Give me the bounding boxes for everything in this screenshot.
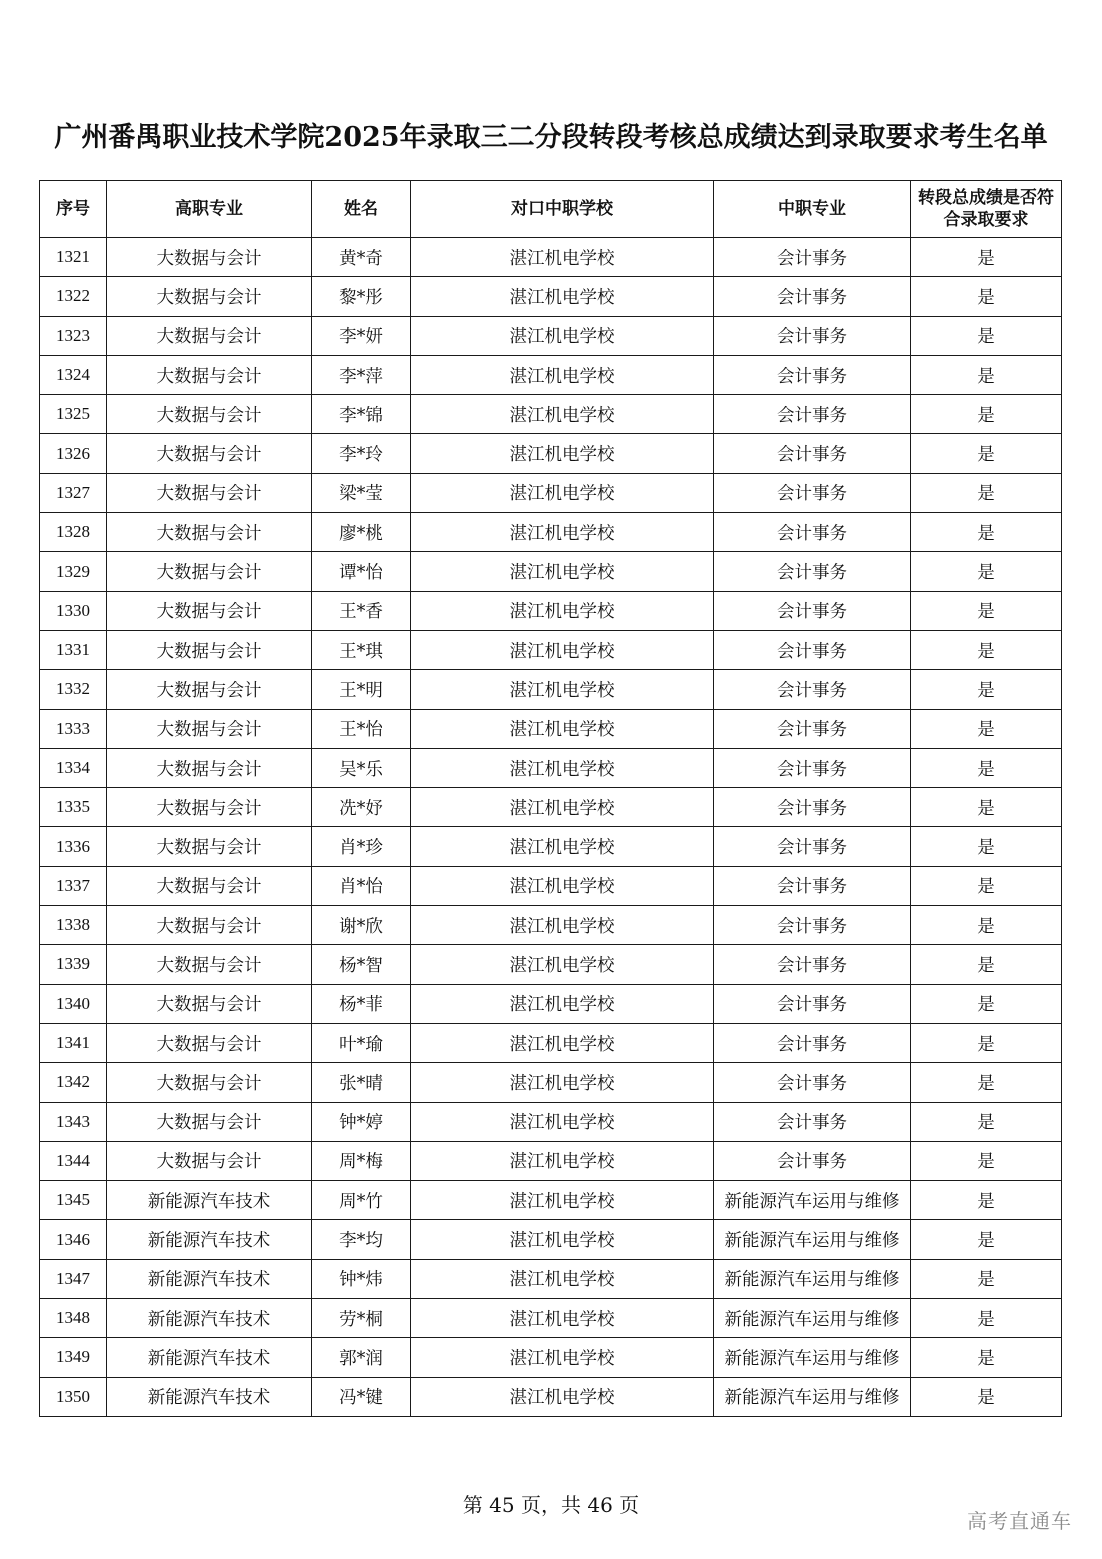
cell-seq: 1338: [40, 906, 107, 945]
table-row: [40, 984, 1062, 1023]
cell-major: 新能源汽车技术: [107, 1377, 312, 1416]
cell-secondary-major: 新能源汽车运用与维修: [714, 1377, 911, 1416]
cell-secondary-major: 新能源汽车运用与维修: [714, 1220, 911, 1259]
cell-secondary-major: 会计事务: [714, 1141, 911, 1180]
cell-seq: 1345: [40, 1181, 107, 1220]
cell-secondary-major: 会计事务: [714, 552, 911, 591]
cell-name: 李*妍: [312, 316, 411, 355]
cell-school: 湛江机电学校: [411, 1220, 714, 1259]
cell-name: 郭*润: [312, 1338, 411, 1377]
table-row: [40, 591, 1062, 630]
cell-school: 湛江机电学校: [411, 1023, 714, 1062]
cell-name: 李*均: [312, 1220, 411, 1259]
cell-secondary-major: 会计事务: [714, 277, 911, 316]
cell-seq: 1324: [40, 355, 107, 394]
cell-major: 大数据与会计: [107, 473, 312, 512]
cell-major: 大数据与会计: [107, 984, 312, 1023]
cell-major: 大数据与会计: [107, 395, 312, 434]
cell-result: 是: [911, 316, 1062, 355]
cell-major: 大数据与会计: [107, 670, 312, 709]
cell-major: 大数据与会计: [107, 945, 312, 984]
cell-secondary-major: 会计事务: [714, 513, 911, 552]
document-title: 广州番禺职业技术学院2025年录取三二分段转段考核总成绩达到录取要求考生名单: [54, 122, 1048, 153]
cell-name: 梁*莹: [312, 473, 411, 512]
cell-name: 钟*婷: [312, 1102, 411, 1141]
cell-name: 叶*瑜: [312, 1023, 411, 1062]
cell-school: 湛江机电学校: [411, 395, 714, 434]
cell-result: 是: [911, 1063, 1062, 1102]
header-seq: 序号: [40, 181, 107, 238]
cell-seq: 1344: [40, 1141, 107, 1180]
cell-secondary-major: 会计事务: [714, 238, 911, 277]
cell-result: 是: [911, 748, 1062, 787]
cell-major: 新能源汽车技术: [107, 1220, 312, 1259]
cell-secondary-major: 新能源汽车运用与维修: [714, 1338, 911, 1377]
cell-major: 大数据与会计: [107, 238, 312, 277]
table-row: [40, 748, 1062, 787]
cell-name: 黎*彤: [312, 277, 411, 316]
cell-seq: 1328: [40, 513, 107, 552]
cell-name: 李*萍: [312, 355, 411, 394]
cell-seq: 1349: [40, 1338, 107, 1377]
cell-result: 是: [911, 906, 1062, 945]
cell-name: 李*锦: [312, 395, 411, 434]
table-row: [40, 1023, 1062, 1062]
cell-name: 谢*欣: [312, 906, 411, 945]
cell-secondary-major: 会计事务: [714, 1023, 911, 1062]
cell-school: 湛江机电学校: [411, 1377, 714, 1416]
cell-major: 大数据与会计: [107, 316, 312, 355]
table-row: [40, 1141, 1062, 1180]
table-row: [40, 630, 1062, 669]
cell-result: 是: [911, 591, 1062, 630]
cell-school: 湛江机电学校: [411, 748, 714, 787]
cell-result: 是: [911, 1023, 1062, 1062]
table-row: [40, 1181, 1062, 1220]
cell-secondary-major: 会计事务: [714, 945, 911, 984]
cell-school: 湛江机电学校: [411, 630, 714, 669]
cell-school: 湛江机电学校: [411, 945, 714, 984]
header-school: 对口中职学校: [411, 181, 714, 238]
cell-name: 吴*乐: [312, 748, 411, 787]
cell-major: 大数据与会计: [107, 827, 312, 866]
cell-major: 大数据与会计: [107, 906, 312, 945]
table-row: [40, 1299, 1062, 1338]
cell-major: 大数据与会计: [107, 513, 312, 552]
table-row: [40, 906, 1062, 945]
cell-name: 王*怡: [312, 709, 411, 748]
cell-major: 大数据与会计: [107, 630, 312, 669]
cell-secondary-major: 会计事务: [714, 434, 911, 473]
cell-school: 湛江机电学校: [411, 238, 714, 277]
cell-secondary-major: 会计事务: [714, 866, 911, 905]
header-major: 高职专业: [107, 181, 312, 238]
table-row: [40, 238, 1062, 277]
cell-name: 谭*怡: [312, 552, 411, 591]
cell-secondary-major: 会计事务: [714, 1063, 911, 1102]
cell-secondary-major: 会计事务: [714, 670, 911, 709]
cell-seq: 1335: [40, 788, 107, 827]
cell-major: 大数据与会计: [107, 748, 312, 787]
cell-major: 大数据与会计: [107, 1102, 312, 1141]
cell-school: 湛江机电学校: [411, 827, 714, 866]
table-row: [40, 1102, 1062, 1141]
table-row: [40, 316, 1062, 355]
cell-name: 王*香: [312, 591, 411, 630]
table-row: [40, 395, 1062, 434]
cell-school: 湛江机电学校: [411, 709, 714, 748]
cell-result: 是: [911, 434, 1062, 473]
cell-school: 湛江机电学校: [411, 670, 714, 709]
cell-name: 杨*智: [312, 945, 411, 984]
cell-major: 大数据与会计: [107, 591, 312, 630]
cell-result: 是: [911, 1220, 1062, 1259]
cell-seq: 1350: [40, 1377, 107, 1416]
cell-name: 王*琪: [312, 630, 411, 669]
cell-school: 湛江机电学校: [411, 1102, 714, 1141]
cell-seq: 1337: [40, 866, 107, 905]
cell-school: 湛江机电学校: [411, 591, 714, 630]
cell-result: 是: [911, 1181, 1062, 1220]
cell-seq: 1333: [40, 709, 107, 748]
table-row: [40, 513, 1062, 552]
cell-major: 大数据与会计: [107, 552, 312, 591]
cell-secondary-major: 会计事务: [714, 906, 911, 945]
cell-school: 湛江机电学校: [411, 473, 714, 512]
cell-secondary-major: 会计事务: [714, 630, 911, 669]
table-header-row: [40, 181, 1062, 238]
table-row: [40, 1259, 1062, 1298]
cell-major: 大数据与会计: [107, 355, 312, 394]
table-row: [40, 277, 1062, 316]
cell-name: 黄*奇: [312, 238, 411, 277]
table-body: [40, 238, 1062, 1417]
cell-secondary-major: 新能源汽车运用与维修: [714, 1259, 911, 1298]
cell-result: 是: [911, 1259, 1062, 1298]
cell-secondary-major: 会计事务: [714, 788, 911, 827]
cell-name: 钟*炜: [312, 1259, 411, 1298]
cell-result: 是: [911, 552, 1062, 591]
cell-school: 湛江机电学校: [411, 1181, 714, 1220]
cell-name: 李*玲: [312, 434, 411, 473]
cell-school: 湛江机电学校: [411, 984, 714, 1023]
cell-seq: 1347: [40, 1259, 107, 1298]
table-row: [40, 827, 1062, 866]
cell-school: 湛江机电学校: [411, 906, 714, 945]
table-row: [40, 1377, 1062, 1416]
cell-result: 是: [911, 1377, 1062, 1416]
cell-school: 湛江机电学校: [411, 866, 714, 905]
page-footer: 第 45 页，共 46 页: [462, 1493, 640, 1517]
table-row: [40, 670, 1062, 709]
cell-result: 是: [911, 866, 1062, 905]
cell-seq: 1327: [40, 473, 107, 512]
cell-result: 是: [911, 395, 1062, 434]
cell-result: 是: [911, 277, 1062, 316]
cell-major: 大数据与会计: [107, 1141, 312, 1180]
cell-result: 是: [911, 513, 1062, 552]
cell-seq: 1339: [40, 945, 107, 984]
cell-seq: 1322: [40, 277, 107, 316]
cell-seq: 1331: [40, 630, 107, 669]
cell-result: 是: [911, 984, 1062, 1023]
cell-seq: 1321: [40, 238, 107, 277]
cell-school: 湛江机电学校: [411, 316, 714, 355]
cell-name: 杨*菲: [312, 984, 411, 1023]
cell-secondary-major: 会计事务: [714, 984, 911, 1023]
table-row: [40, 866, 1062, 905]
cell-major: 大数据与会计: [107, 1023, 312, 1062]
cell-seq: 1329: [40, 552, 107, 591]
cell-result: 是: [911, 473, 1062, 512]
admission-table: [39, 180, 1062, 1417]
cell-school: 湛江机电学校: [411, 355, 714, 394]
cell-secondary-major: 会计事务: [714, 827, 911, 866]
cell-seq: 1332: [40, 670, 107, 709]
table-row: [40, 709, 1062, 748]
table-row: [40, 1338, 1062, 1377]
cell-secondary-major: 会计事务: [714, 709, 911, 748]
cell-school: 湛江机电学校: [411, 1299, 714, 1338]
cell-result: 是: [911, 1102, 1062, 1141]
cell-seq: 1348: [40, 1299, 107, 1338]
cell-name: 冼*妤: [312, 788, 411, 827]
cell-name: 劳*桐: [312, 1299, 411, 1338]
cell-major: 大数据与会计: [107, 866, 312, 905]
cell-result: 是: [911, 630, 1062, 669]
cell-major: 大数据与会计: [107, 277, 312, 316]
cell-secondary-major: 会计事务: [714, 395, 911, 434]
cell-seq: 1342: [40, 1063, 107, 1102]
cell-major: 新能源汽车技术: [107, 1259, 312, 1298]
cell-result: 是: [911, 1338, 1062, 1377]
cell-major: 新能源汽车技术: [107, 1338, 312, 1377]
cell-secondary-major: 会计事务: [714, 355, 911, 394]
cell-seq: 1341: [40, 1023, 107, 1062]
cell-secondary-major: 会计事务: [714, 473, 911, 512]
cell-result: 是: [911, 238, 1062, 277]
header-secondary-major: 中职专业: [714, 181, 911, 238]
cell-seq: 1346: [40, 1220, 107, 1259]
cell-secondary-major: 会计事务: [714, 591, 911, 630]
cell-school: 湛江机电学校: [411, 513, 714, 552]
cell-name: 冯*键: [312, 1377, 411, 1416]
cell-major: 大数据与会计: [107, 709, 312, 748]
cell-school: 湛江机电学校: [411, 1259, 714, 1298]
watermark-text: 高考直通车: [967, 1509, 1072, 1533]
cell-result: 是: [911, 355, 1062, 394]
cell-secondary-major: 会计事务: [714, 748, 911, 787]
cell-major: 大数据与会计: [107, 434, 312, 473]
cell-result: 是: [911, 945, 1062, 984]
cell-name: 廖*桃: [312, 513, 411, 552]
cell-seq: 1323: [40, 316, 107, 355]
cell-name: 周*竹: [312, 1181, 411, 1220]
table-row: [40, 552, 1062, 591]
cell-result: 是: [911, 1299, 1062, 1338]
table-row: [40, 945, 1062, 984]
cell-seq: 1330: [40, 591, 107, 630]
table-row: [40, 473, 1062, 512]
cell-name: 肖*怡: [312, 866, 411, 905]
cell-seq: 1325: [40, 395, 107, 434]
cell-school: 湛江机电学校: [411, 434, 714, 473]
cell-school: 湛江机电学校: [411, 1141, 714, 1180]
cell-school: 湛江机电学校: [411, 277, 714, 316]
cell-result: 是: [911, 1141, 1062, 1180]
cell-name: 肖*珍: [312, 827, 411, 866]
cell-secondary-major: 会计事务: [714, 316, 911, 355]
cell-secondary-major: 新能源汽车运用与维修: [714, 1181, 911, 1220]
cell-result: 是: [911, 827, 1062, 866]
cell-name: 王*明: [312, 670, 411, 709]
cell-school: 湛江机电学校: [411, 552, 714, 591]
table-row: [40, 434, 1062, 473]
cell-major: 大数据与会计: [107, 788, 312, 827]
header-name: 姓名: [312, 181, 411, 238]
cell-major: 新能源汽车技术: [107, 1181, 312, 1220]
cell-result: 是: [911, 670, 1062, 709]
cell-name: 张*晴: [312, 1063, 411, 1102]
table-row: [40, 788, 1062, 827]
cell-school: 湛江机电学校: [411, 1338, 714, 1377]
cell-major: 大数据与会计: [107, 1063, 312, 1102]
cell-seq: 1334: [40, 748, 107, 787]
cell-seq: 1326: [40, 434, 107, 473]
cell-seq: 1336: [40, 827, 107, 866]
table-row: [40, 1220, 1062, 1259]
table-row: [40, 1063, 1062, 1102]
cell-result: 是: [911, 709, 1062, 748]
cell-result: 是: [911, 788, 1062, 827]
cell-school: 湛江机电学校: [411, 788, 714, 827]
table-row: [40, 355, 1062, 394]
cell-secondary-major: 新能源汽车运用与维修: [714, 1299, 911, 1338]
cell-school: 湛江机电学校: [411, 1063, 714, 1102]
cell-major: 新能源汽车技术: [107, 1299, 312, 1338]
cell-secondary-major: 会计事务: [714, 1102, 911, 1141]
cell-seq: 1343: [40, 1102, 107, 1141]
cell-name: 周*梅: [312, 1141, 411, 1180]
cell-seq: 1340: [40, 984, 107, 1023]
header-result: 转段总成绩是否符合录取要求: [911, 181, 1062, 238]
